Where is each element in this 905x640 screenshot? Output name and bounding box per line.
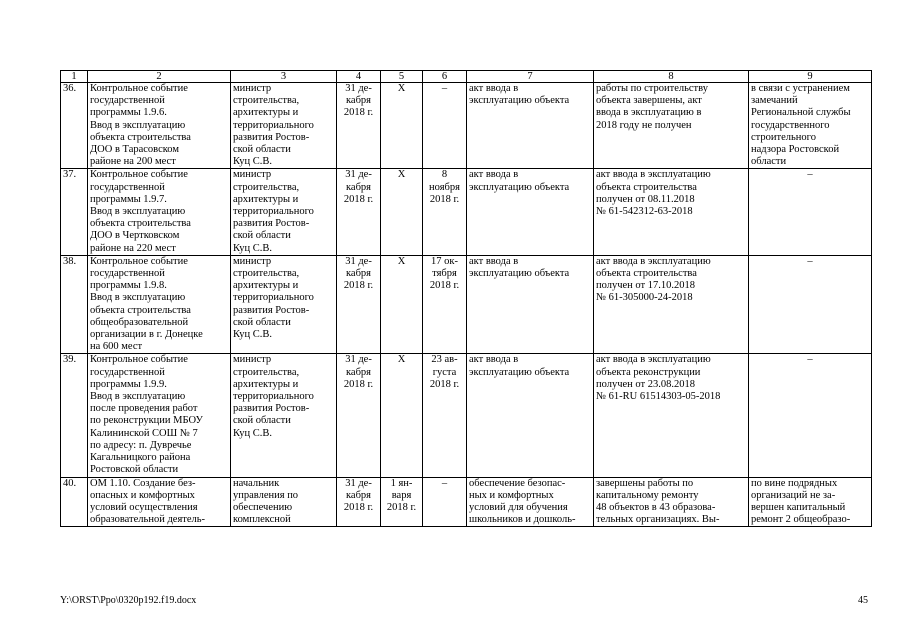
plan-date-cell: 31 де- кабря 2018 г. [337,255,381,354]
actual-result-cell: акт ввода в эксплуатацию объекта строительства получен от 08.11.2018 № 61-542312-63-2018 [594,169,749,255]
actual-result-cell: акт ввода в эксплуатацию объекта реконструкции получен от 23.08.2018 № 61-RU 61514303-05-2018 [594,354,749,477]
row-number: 38. [61,255,88,354]
mark-cell: Х [381,169,423,255]
planned-result-cell: акт ввода в эксплуатацию объекта [467,255,594,354]
column-header-3: 3 [231,71,337,83]
table-row [61,169,872,255]
control-event-cell: Контрольное событие государственной программы 1.9.6. Ввод в эксплуатацию объекта строительства ДОО в Тарасовском районе на 200 мест [88,83,231,169]
plan-date-cell: 31 де- кабря 2018 г. [337,354,381,477]
plan-date-cell: 31 де- кабря 2018 г. [337,169,381,255]
column-header-6: 6 [423,71,467,83]
responsible-cell: министр строительства, архитектуры и территориального развития Ростов- ской области Куц С.В. [231,354,337,477]
column-header-9: 9 [749,71,872,83]
actual-result-cell: завершены работы по капитальному ремонту 48 объектов в 43 образова- тельных организациях. Вы- [594,477,749,527]
responsible-cell: министр строительства, архитектуры и территориального развития Ростов- ской области Куц С.В. [231,169,337,255]
actual-result-cell: акт ввода в эксплуатацию объекта строительства получен от 17.10.2018 № 61-305000-24-2018 [594,255,749,354]
header-row [61,71,872,83]
column-header-4: 4 [337,71,381,83]
reason-cell: – [749,354,872,477]
page-number: 45 [858,595,868,606]
column-header-5: 5 [381,71,423,83]
mark-cell: 1 ян- варя 2018 г. [381,477,423,527]
control-event-cell: ОМ 1.10. Создание без- опасных и комфортных условий осуществления образовательной деятель- [88,477,231,527]
row-number: 37. [61,169,88,255]
column-header-7: 7 [467,71,594,83]
table-row [61,83,872,169]
fact-date-cell: – [423,477,467,527]
responsible-cell: начальник управления по обеспечению комплексной [231,477,337,527]
row-number: 40. [61,477,88,527]
control-event-cell: Контрольное событие государственной программы 1.9.7. Ввод в эксплуатацию объекта строительства ДОО в Чертковском районе на 220 мест [88,169,231,255]
fact-date-cell: – [423,83,467,169]
mark-cell: Х [381,354,423,477]
mark-cell: Х [381,255,423,354]
responsible-cell: министр строительства, архитектуры и территориального развития Ростов- ской области Куц С.В. [231,83,337,169]
planned-result-cell: акт ввода в эксплуатацию объекта [467,83,594,169]
responsible-cell: министр строительства, архитектуры и территориального развития Ростов- ской области Куц С.В. [231,255,337,354]
column-header-2: 2 [88,71,231,83]
reason-cell: – [749,255,872,354]
planned-result-cell: обеспечение безопас- ных и комфортных условий для обучения школьников и дошколь- [467,477,594,527]
mark-cell: Х [381,83,423,169]
file-path-footer: Y:\ORST\Ppo\0320p192.f19.docx [60,595,197,606]
column-header-1: 1 [61,71,88,83]
fact-date-cell: 23 ав- густа 2018 г. [423,354,467,477]
table-row [61,255,872,354]
planned-result-cell: акт ввода в эксплуатацию объекта [467,169,594,255]
control-event-cell: Контрольное событие государственной программы 1.9.9. Ввод в эксплуатацию после проведения работ по реконструкции МБОУ Калининской СОШ № 7 по адресу: п. Дувречье Кагальницкого района Ростовской области [88,354,231,477]
report-table [60,70,872,527]
row-number: 36. [61,83,88,169]
fact-date-cell: 8 ноября 2018 г. [423,169,467,255]
plan-date-cell: 31 де- кабря 2018 г. [337,83,381,169]
column-header-8: 8 [594,71,749,83]
table-row [61,354,872,477]
planned-result-cell: акт ввода в эксплуатацию объекта [467,354,594,477]
table-row [61,477,872,527]
reason-cell: в связи с устранением замечаний Региональной службы государственного строительного надзора Ростовской области [749,83,872,169]
reason-cell: – [749,169,872,255]
row-number: 39. [61,354,88,477]
reason-cell: по вине подрядных организаций не за- вершен капитальный ремонт 2 общеобразо- [749,477,872,527]
fact-date-cell: 17 ок- тября 2018 г. [423,255,467,354]
control-event-cell: Контрольное событие государственной программы 1.9.8. Ввод в эксплуатацию объекта строительства общеобразовательной организации в г. Донецке на 600 мест [88,255,231,354]
plan-date-cell: 31 де- кабря 2018 г. [337,477,381,527]
actual-result-cell: работы по строительству объекта завершены, акт ввода в эксплуатацию в 2018 году не получен [594,83,749,169]
